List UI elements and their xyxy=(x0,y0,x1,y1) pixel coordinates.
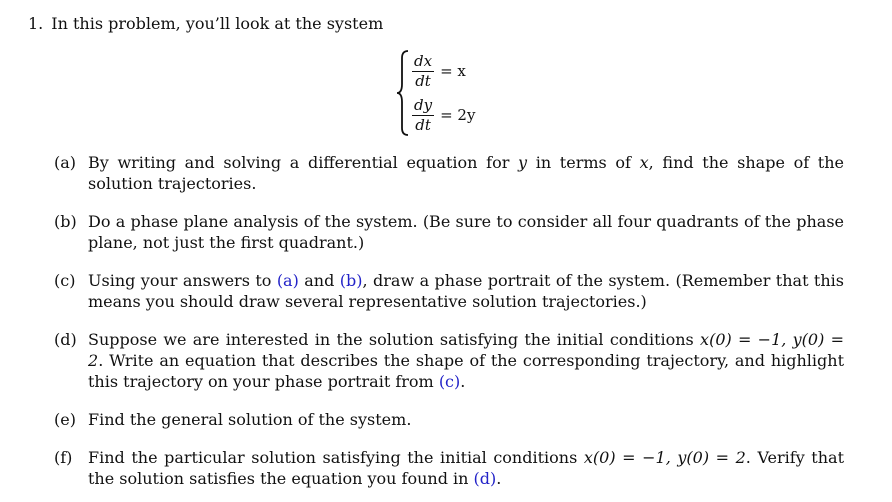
part-a-text xyxy=(88,152,844,194)
denominator-dt: dt xyxy=(415,71,431,90)
denominator-dt: dt xyxy=(415,115,431,134)
part-d-label: (d) xyxy=(54,330,77,349)
part-a-text-1: By writing and solving a differential equation for xyxy=(88,153,519,172)
part-c xyxy=(54,270,844,312)
equation-dx-dt xyxy=(412,51,466,91)
fraction-dy-dt xyxy=(412,97,434,134)
part-f-text-1: Find the particular solution satisfying the initial conditions xyxy=(88,448,584,467)
equation-dy-dt xyxy=(412,95,475,135)
part-d-text-2: . Write an equation that describes the shape of the corresponding trajectory, and highlight this trajectory on your phase portrait from xyxy=(88,351,844,391)
problem-intro-text: In this problem, you’ll look at the system xyxy=(51,14,384,33)
part-d-text-1: Suppose we are interested in the solution satisfying the initial conditions xyxy=(88,330,701,349)
part-c-text-3: , draw a phase portrait of the system. (Remember that this means you should draw several representative solution trajectories.) xyxy=(88,271,844,311)
part-c-text-2: and xyxy=(298,271,340,290)
left-brace-icon xyxy=(396,50,410,136)
part-b xyxy=(54,211,844,253)
part-e-label: (e) xyxy=(54,410,76,429)
part-d-text-3: . xyxy=(460,372,466,391)
reference-link-d[interactable]: (d) xyxy=(473,469,497,488)
part-e-text: Find the general solution of the system. xyxy=(88,410,412,429)
part-a-text-3: , find the shape of the solution trajectories. xyxy=(88,153,845,193)
part-d xyxy=(54,329,844,392)
rhs-2y: = 2y xyxy=(440,106,476,124)
part-a xyxy=(54,152,844,194)
part-f xyxy=(54,447,844,489)
part-c-text xyxy=(88,270,844,312)
part-f-text xyxy=(88,447,844,489)
reference-link-a[interactable]: (a) xyxy=(276,271,299,290)
part-c-label: (c) xyxy=(54,271,76,290)
reference-link-c[interactable]: (c) xyxy=(438,372,461,391)
part-f-text-2: . Verify that the solution satisfies the equation you found in xyxy=(88,448,845,488)
variable-x: x xyxy=(639,153,649,172)
part-a-text-2: in terms of xyxy=(527,153,640,172)
rhs-x: = x xyxy=(440,62,466,80)
problem-number: 1. xyxy=(28,14,44,33)
part-f-text-3: . xyxy=(496,469,502,488)
numerator-dy: dy xyxy=(414,95,433,114)
part-d-text xyxy=(88,329,844,392)
part-b-text: Do a phase plane analysis of the system. (Be sure to consider all four quadrants of the phase plane, not just the first quadrant.) xyxy=(88,212,844,252)
ode-system xyxy=(396,50,516,136)
initial-conditions: x(0) = −1, y(0) = 2 xyxy=(583,448,746,467)
part-e xyxy=(54,409,844,430)
initial-conditions: x(0) = −1, y(0) = 2 xyxy=(88,330,844,370)
part-a-label: (a) xyxy=(54,153,77,172)
part-b-label: (b) xyxy=(54,212,77,231)
part-c-text-1: Using your answers to xyxy=(88,271,277,290)
part-f-label: (f) xyxy=(54,448,73,467)
problem-intro xyxy=(28,13,383,35)
reference-link-b[interactable]: (b) xyxy=(339,271,363,290)
variable-y: y xyxy=(518,153,528,172)
numerator-dx: dx xyxy=(414,51,433,70)
fraction-dx-dt xyxy=(412,53,434,90)
